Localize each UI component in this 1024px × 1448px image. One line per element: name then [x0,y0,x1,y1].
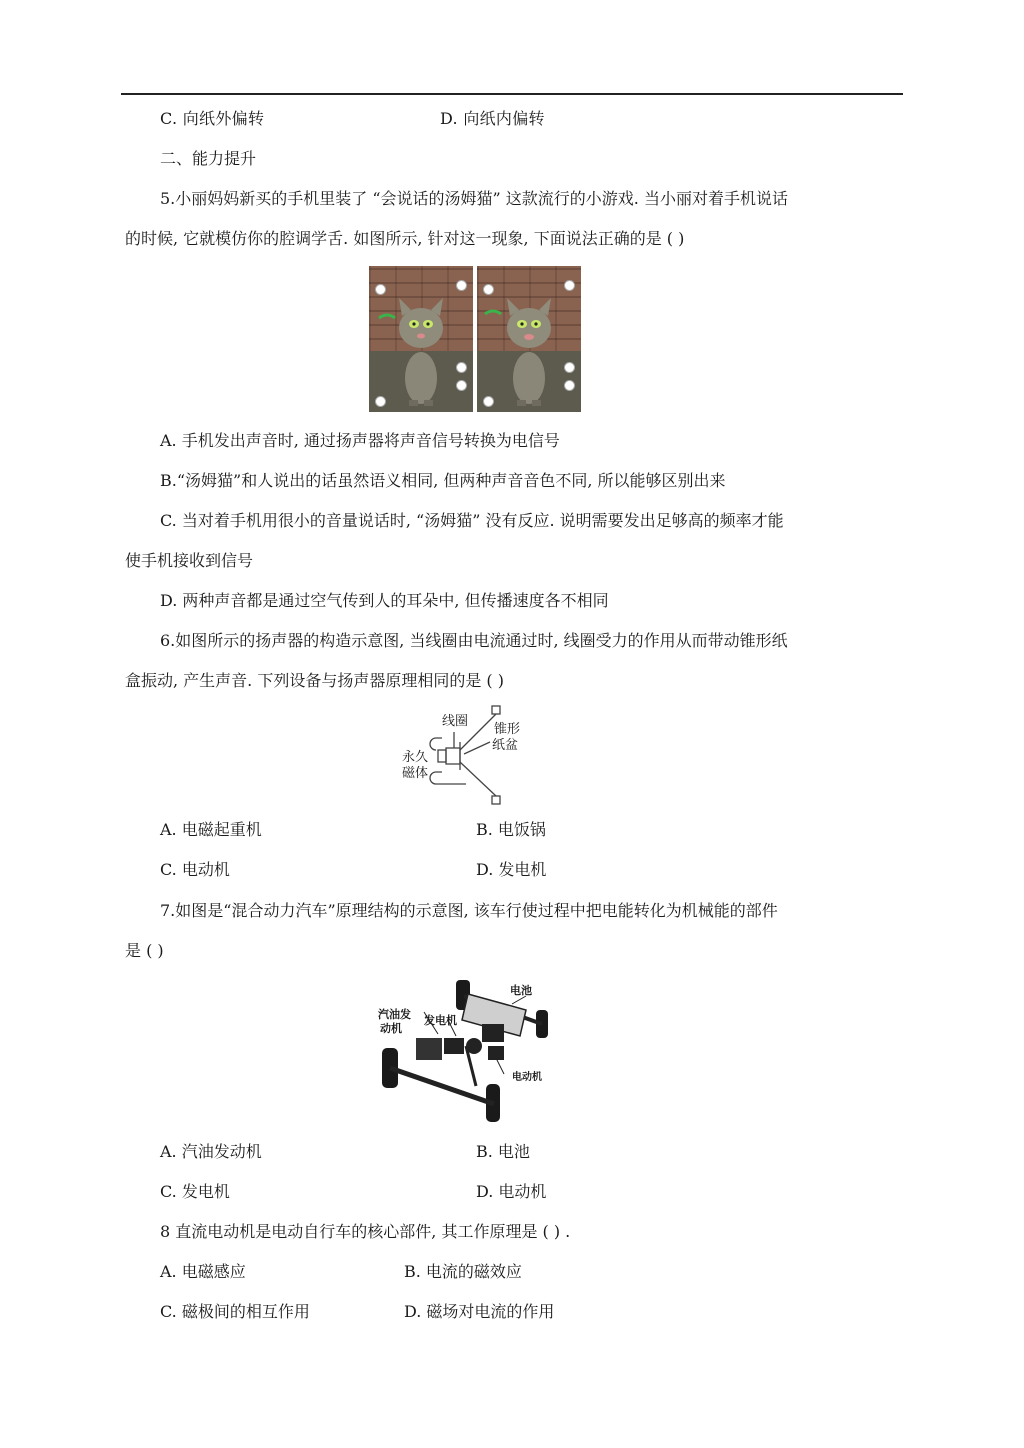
q7-stem-line2: 是 ( ) [125,941,164,960]
tom-cat-photo-right [477,266,581,412]
header-rule [121,93,903,95]
label-cone-1: 锥形 [494,722,521,737]
q6-option-c: C. 电动机 [160,860,230,879]
label-coil: 线圈 [442,714,469,729]
q5-stem-line1: 5.小丽妈妈新买的手机里装了 “会说话的汤姆猫” 这款流行的小游戏. 当小丽对着手机说话 [160,189,788,208]
tom-cat-photo-left [369,266,473,412]
q5-option-c-line2: 使手机接收到信号 [125,551,254,570]
q5-option-b: B.“汤姆猫”和人说出的话虽然语义相同, 但两种声音音色不同, 所以能够区别出来 [160,471,726,490]
label-generator: 发电机 [424,1014,457,1027]
q6-option-b: B. 电饭锅 [476,820,546,839]
q7-option-d: D. 电动机 [476,1182,547,1201]
label-cone-2: 纸盆 [492,738,519,753]
section-title: 二、能力提升 [160,149,257,168]
q7-hybrid-car-diagram [376,976,552,1126]
q8-option-d: D. 磁场对电流的作用 [404,1302,555,1321]
label-magnet-2: 磁体 [402,766,429,781]
q7-option-b: B. 电池 [476,1142,530,1161]
q6-option-d: D. 发电机 [476,860,547,879]
q8-option-b: B. 电流的磁效应 [404,1262,522,1281]
q6-option-a: A. 电磁起重机 [160,820,262,839]
q8-option-c: C. 磁极间的相互作用 [160,1302,310,1321]
label-battery: 电池 [510,984,532,997]
hybrid-car-drawing [376,976,552,1126]
label-engine-1: 汽油发 [378,1008,411,1021]
q7-stem-line1: 7.如图是“混合动力汽车”原理结构的示意图, 该车行使过程中把电能转化为机械能的部件 [160,901,778,920]
q4-option-d: D. 向纸内偏转 [440,109,545,128]
q5-option-a: A. 手机发出声音时, 通过扬声器将声音信号转换为电信号 [160,431,560,450]
q8-stem: 8 直流电动机是电动自行车的核心部件, 其工作原理是 ( ) . [160,1222,571,1241]
q6-stem-line2: 盒振动, 产生声音. 下列设备与扬声器原理相同的是 ( ) [125,671,505,690]
q7-option-c: C. 发电机 [160,1182,230,1201]
label-magnet-1: 永久 [402,750,429,765]
q7-option-a: A. 汽油发动机 [160,1142,262,1161]
q6-stem-line1: 6.如图所示的扬声器的构造示意图, 当线圈由电流通过时, 线圈受力的作用从而带动锥形纸 [160,631,788,650]
q5-tom-cat-figure [369,266,581,412]
q5-option-c-line1: C. 当对着手机用很小的音量说话时, “汤姆猫” 没有反应. 说明需要发出足够高的频率才能 [160,511,784,530]
q8-option-a: A. 电磁感应 [160,1262,246,1281]
label-engine-2: 动机 [380,1022,402,1035]
q6-speaker-diagram [398,702,526,810]
q5-stem-line2: 的时候, 它就模仿你的腔调学舌. 如图所示, 针对这一现象, 下面说法正确的是 ( ) [125,229,685,248]
label-motor: 电动机 [512,1072,542,1083]
q5-option-d: D. 两种声音都是通过空气传到人的耳朵中, 但传播速度各不相同 [160,591,609,610]
q4-option-c: C. 向纸外偏转 [160,109,265,128]
